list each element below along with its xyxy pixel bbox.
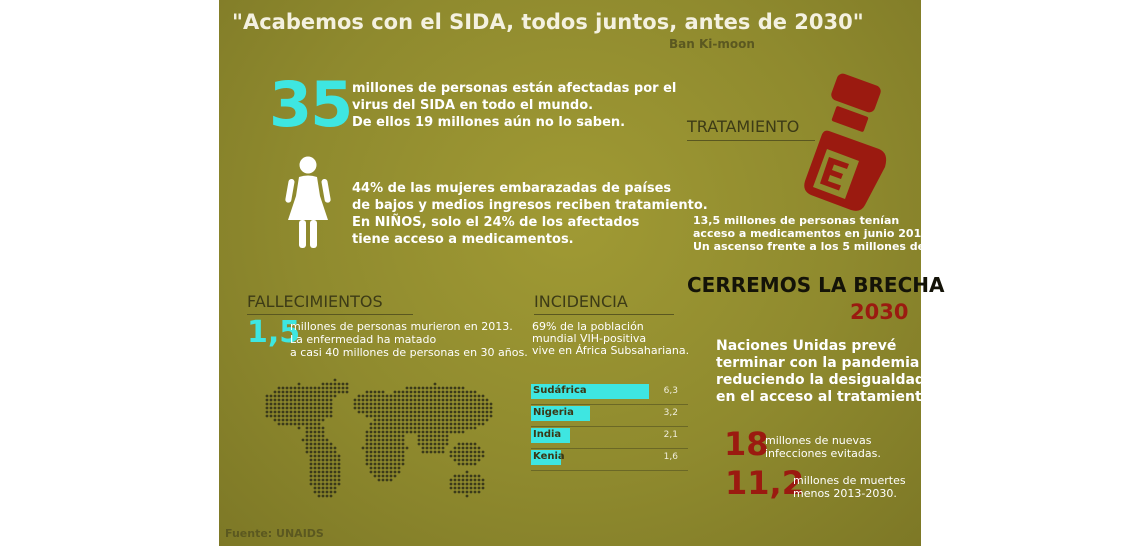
treatment-heading: TRATAMIENTO [687,117,800,136]
deaths-text [290,320,528,359]
gap-line: reduciendo la desigualdad [716,372,925,388]
people-line: virus del SIDA en todo el mundo. [352,98,594,113]
women-line: de bajos y medios ingresos reciben tratamiento. [352,198,708,213]
quote-title: "Acabemos con el SIDA, todos juntos, antes de 2030" [232,10,864,34]
infections-text [765,434,881,460]
incidence-heading: INCIDENCIA [534,292,628,311]
gap-line: terminar con la pandemia [716,355,920,371]
treatment-heading-block [687,117,815,141]
deaths-line: La enfermedad ha matado [290,333,437,346]
incidence-bar-label: Sudáfrica [533,385,587,396]
deaths-heading: FALLECIMIENTOS [247,292,383,311]
incidence-bar-divider [531,470,688,471]
deaths-avoided-number: 11,2 [725,464,804,502]
incidence-line: 69% de la población [532,320,644,333]
people-line: De ellos 19 millones aún no lo saben. [352,115,626,130]
treatment-text [693,214,964,253]
source-credit: Fuente: UNAIDS [225,527,324,540]
women-line: tiene acceso a medicamentos. [352,232,574,247]
deaths-heading-block [247,292,413,315]
people-text [352,80,676,131]
incidence-bar-row [528,427,678,449]
incidence-bar-row [528,405,678,427]
infographic-panel [219,0,964,546]
deaths-avoided-text [793,474,906,500]
world-map-dots [257,378,497,510]
incidence-bar-value: 6,3 [663,386,678,396]
incidence-divider [534,314,674,315]
infections-number: 18 [724,425,769,463]
incidence-line: mundial VIH-positiva [532,332,647,345]
treatment-line: acceso a medicamentos en junio 2014. [693,227,934,240]
deaths-avoided-line: millones de muertes [793,474,906,487]
people-number: 35 [269,68,352,141]
deaths-line: millones de personas murieron en 2013. [290,320,513,333]
treatment-line: Un ascenso frente a los 5 millones de 2010. [693,240,964,253]
gap-line: en el acceso al tratamiento. [716,389,937,405]
treatment-divider [687,140,815,141]
gap-line: Naciones Unidas prevé [716,338,897,354]
gap-year: 2030 [850,300,909,324]
infections-line: infecciones evitadas. [765,447,881,460]
quote-author: Ban Ki-moon [669,37,755,51]
gap-heading: CERREMOS LA BRECHA [687,273,945,297]
incidence-bar-row [528,383,678,405]
incidence-bar-value: 3,2 [663,408,678,418]
incidence-heading-block [534,292,674,315]
infections-line: millones de nuevas [765,434,872,447]
treatment-line: 13,5 millones de personas tenían [693,214,900,227]
incidence-bar-label: Kenia [533,451,565,462]
deaths-number: 1,5 [247,315,301,350]
incidence-bar-label: Nigeria [533,407,574,418]
gap-text [716,338,937,406]
incidence-bar-value: 1,6 [663,452,678,462]
people-line: millones de personas están afectadas por el [352,81,677,96]
incidence-bar-list [528,383,678,471]
incidence-bar-label: India [533,429,562,440]
woman-icon [287,156,329,254]
medicine-bottle-icon [799,77,891,219]
incidence-bar-value: 2,1 [663,430,678,440]
women-line: En NIÑOS, solo el 24% de los afectados [352,215,640,230]
women-text [352,180,708,248]
deaths-avoided-line: menos 2013-2030. [793,487,897,500]
incidence-line: vive en África Subsahariana. [532,344,690,357]
incidence-text [532,321,689,357]
women-line: 44% de las mujeres embarazadas de países [352,181,672,196]
incidence-bar-row [528,449,678,471]
deaths-line: a casi 40 millones de personas en 30 años. [290,346,528,359]
